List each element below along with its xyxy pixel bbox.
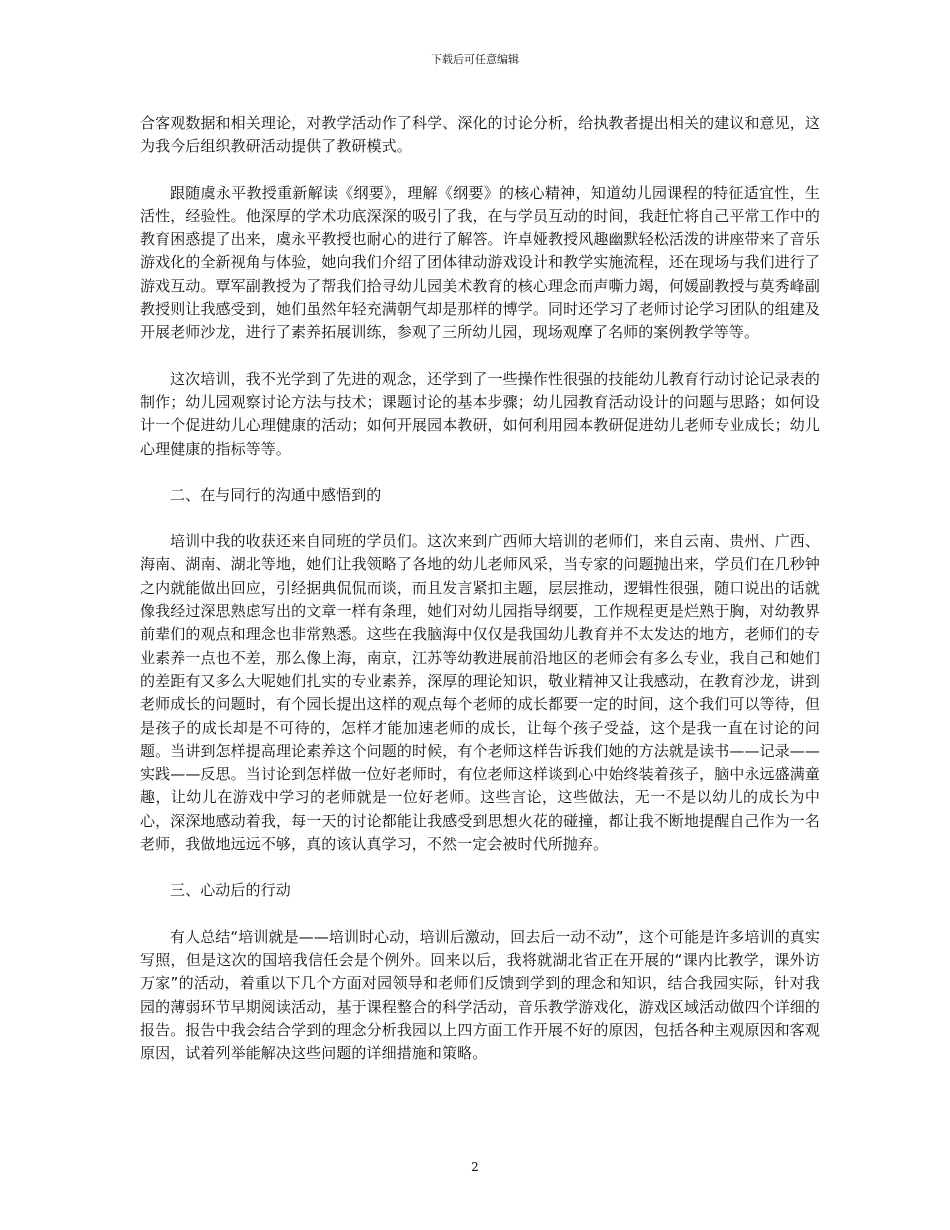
paragraph-lecturers: 跟随虞永平教授重新解读《纲要》，理解《纲要》的核心精神，知道幼儿园课程的特征适宜性，生活性，经验性。他深厚的学术功底深深的吸引了我，在与学员互动的时间，我赶忙将自己平常工作中的教育困惑提了出来，虞永平教授也耐心的进行了解答。许卓娅教授风趣幽默轻松活泼的讲座带来了音乐游戏化的全新视角与体验，她向我们介绍了团体律动游戏设计和教学实施流程，还在现场与我们进行了游戏互动。覃军副教授为了帮我们拾寻幼儿园美术教育的核心理念而声嘶力竭，何媛副教授与莫秀峰副教授则让我感受到，她们虽然年轻充满朝气却是那样的博学。同时还学习了老师讨论学习团队的组建及开展老师沙龙，进行了素养拓展训练，参观了三所幼儿园，现场观摩了名师的案例教学等等。 — [140, 183, 820, 342]
paragraph-actions: 有人总结“培训就是——培训时心动，培训后激动，回去后一动不动”，这个可能是许多培训的真实写照，但是这次的国培我信任会是个例外。回来以后，我将就湖北省正在开展的“课内比教学，课外访万家”的活动，着重以下几个方面对园领导和老师们反馈到学到的理念和知识，结合我园实际，针对我园的薄弱环节早期阅读活动，基于课程整合的科学活动，音乐教学游戏化，游戏区域活动做四个详细的报告。报告中我会结合学到的理念分析我园以上四方面工作开展不好的原因，包括各种主观原因和客观原因，试着列举能解决这些问题的详细措施和策略。 — [140, 927, 820, 1063]
paragraph-peers: 培训中我的收获还来自同班的学员们。这次来到广西师大培训的老师们，来自云南、贵州、广西、海南、湖南、湖北等地，她们让我领略了各地的幼儿老师风采，当专家的问题抛出来，学员们在几秒钟之内就能做出回应，引经据典侃侃而谈，而且发言紧扣主题，层层推动，逻辑性很强，随口说出的话就像我经过深思熟虑写出的文章一样有条理，她们对幼儿园指导纲要，工作规程更是烂熟于胸，对幼教界前辈们的观点和理念也非常熟悉。这些在我脑海中仅仅是我国幼儿教育并不太发达的地方，老师们的专业素养一点也不差，那么像上海，南京，江苏等幼教进展前沿地区的老师会有多么专业，我自己和她们的差距有又多么大呢她们扎实的专业素养，深厚的理论知识，敬业精神又让我感动，在教育沙龙，讲到老师成长的问题时，有个园长提出这样的观点每个老师的成长都要一定的时间，这个我们可以等待，但是孩子的成长却是不可待的，怎样才能加速老师的成长，让每个孩子受益，这个是我一直在讨论的问题。当讲到怎样提高理论素养这个问题的时候，有个老师这样告诉我们她的方法就是读书——记录——实践——反思。当讨论到怎样做一位好老师时，有位老师这样谈到心中始终装着孩子，脑中永远盛满童趣，让幼儿在游戏中学习的老师就是一位好老师。这些言论，这些做法，无一不是以幼儿的成长为中心，深深地感动着我，每一天的讨论都能让我感受到思想火花的碰撞，都让我不断地提醒自己作为一名老师，我做地远远不够，真的该认真学习，不然一定会被时代所抛弃。 — [140, 532, 820, 854]
section-heading-peers: 二、在与同行的沟通中感悟到的 — [170, 485, 382, 504]
page-header: 下载后可任意编辑 — [431, 53, 519, 66]
paragraph-continuation: 合客观数据和相关理论，对教学活动作了科学、深化的讨论分析，给执教者提出相关的建议和意见，这为我今后组织教研活动提供了教研模式。 — [140, 114, 820, 156]
paragraph-skills: 这次培训，我不光学到了先进的观念，还学到了一些操作性很强的技能幼儿教育行动讨论记录表的制作；幼儿园观察讨论方法与技术；课题讨论的基本步骤；幼儿园教育活动设计的问题与思路；如何设计一个促进幼儿心理健康的活动；如何开展园本教研，如何利用园本教研促进幼儿老师专业成长；幼儿心理健康的指标等等。 — [140, 369, 820, 458]
section-heading-actions: 三、心动后的行动 — [170, 881, 291, 900]
page-number: 2 — [471, 1160, 479, 1174]
document-body — [140, 112, 820, 1088]
